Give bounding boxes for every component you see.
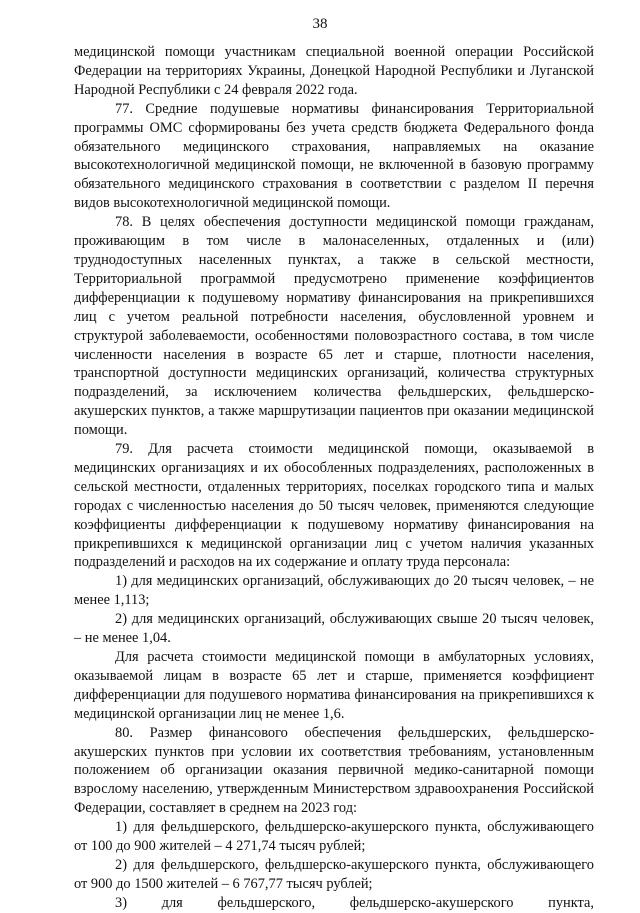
paragraph-79-age-coefficient: Для расчета стоимости медицинской помощи в амбулаторных условиях, оказываемой лицам в возрасте 65 лет и старше, применяется коэффициент дифференциации для подушевого норматива финансирования на прикрепившихся к медицинской организации лиц не менее 1,6.	[74, 649, 594, 722]
list-item-79-1: 1) для медицинских организаций, обслуживающих до 20 тысяч человек, – не менее 1,113;	[74, 573, 594, 609]
list-item-80-2: 2) для фельдшерского, фельдшерско-акушерского пункта, обслуживающего от 900 до 1500 жителей – 6 767,77 тысяч рублей;	[74, 856, 594, 892]
paragraph-77: 77. Средние подушевые нормативы финансирования Территориальной программы ОМС сформированы без учета средств бюджета Федерального фонда обязательного медицинского страхования, направляемых на оказание высокотехнологичной медицинской помощи, не включенной в базовую программу обязательного медицинского страхования в соответствии с разделом II перечня видов высокотехнологичной медицинской помощи.	[74, 100, 594, 212]
paragraph-continuation: медицинской помощи участникам специальной военной операции Российской Федерации на территориях Украины, Донецкой Народной Республики и Луганской Народной Республики с 24 февраля 2022 года.	[74, 44, 594, 98]
paragraph-80: 80. Размер финансового обеспечения фельдшерских, фельдшерско-акушерских пунктов при условии их соответствия требованиям, установленным положением об организации оказания первичной медико-санитарной помощи взрослому населению, утвержденным Министерством здравоохранения Российской Федерации, составляет в среднем на 2023 год:	[74, 724, 594, 817]
paragraph-79: 79. Для расчета стоимости медицинской помощи, оказываемой в медицинских организациях и их обособленных подразделениях, расположенных в сельской местности, отдаленных территориях, поселках городского типа и малых городах с численностью населения до 50 тысяч человек, применяются следующие коэффициенты дифференциации к подушевому нормативу финансирования на прикрепившихся к медицинской организации лиц с учетом наличия указанных подразделений и расходов на их содержание и оплату труда персонала:	[74, 441, 594, 571]
document-body	[74, 43, 594, 913]
list-item-79-2: 2) для медицинских организаций, обслуживающих свыше 20 тысяч человек, – не менее 1,04.	[74, 611, 594, 647]
page-number: 38	[312, 16, 328, 32]
paragraph-78: 78. В целях обеспечения доступности медицинской помощи гражданам, проживающим в том числе в малонаселенных, отдаленных и (или) труднодоступных населенных пунктах, а также в сельской местности, Территориальной программой предусмотрено применение коэффициентов дифференциации к подушевому нормативу финансирования на прикрепившихся лиц с учетом реальной потребности населения, обусловленной уровнем и структурой заболеваемости, особенностями половозрастного состава, в том числе численности населения в возрасте 65 лет и старше, плотности населения, транспортной доступности медицинских организаций, количества структурных подразделений, за исключением количества фельдшерских, фельдшерско-акушерских пунктов, а также маршрутизации пациентов при оказании медицинской помощи.	[74, 214, 594, 439]
list-item-80-3: 3) для фельдшерского, фельдшерско-акушерского пункта,	[115, 894, 594, 911]
list-item-80-1: 1) для фельдшерского, фельдшерско-акушерского пункта, обслуживающего от 100 до 900 жителей – 4 271,74 тысяч рублей;	[74, 819, 594, 855]
